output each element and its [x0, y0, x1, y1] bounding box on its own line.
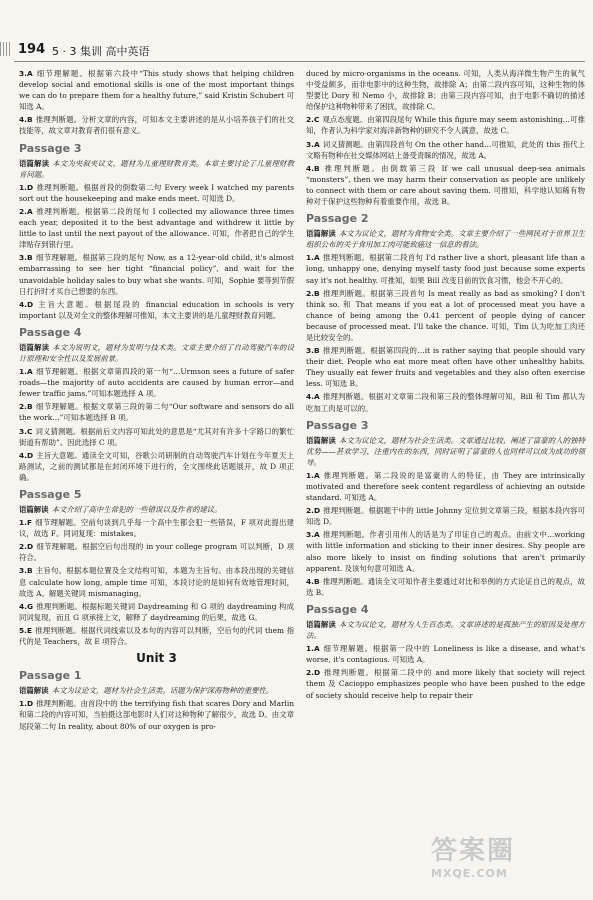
- left-column: [19, 68, 294, 734]
- discourse-analysis: [306, 619, 585, 641]
- question-number: 4.B: [19, 115, 33, 125]
- question-number: 3.B: [19, 566, 33, 576]
- explanation-text: 主旨大意题。通读全文可知，谷歌公司研制的自动驾驶汽车计划在今年夏天上路测试，之前的测试都是在封闭环境下进行的，全文围绕此话题展开，故 D 项正确。: [19, 450, 294, 482]
- page-number: 194: [18, 42, 46, 57]
- analysis-text: 本文为夹叙夹议文，题材为儿童理财教育类。本章主要讨论了儿童理财教育问题。: [19, 158, 294, 179]
- answer-explanation: [19, 401, 294, 423]
- question-number: 1.A: [306, 253, 320, 263]
- question-number: 4.A: [306, 392, 320, 402]
- explanation-text: 细节理解题。根据第六段中“This study shows that helping children develop social and emotional skills is one of the most important things we can do to prepare them for a healthy future,” said Kristin Schubert 可知选 A。: [19, 69, 294, 112]
- explanation-text: 主旨句。根据本题位置及全文结构可知，本题为主旨句。由本段出现的关键信息 calculate how long, ample time 可知，本段讨论的是如何有效地管理时间，故选 A。解题关键词 mismanaging。: [19, 566, 294, 598]
- question-number: 2.D: [306, 506, 321, 516]
- explanation-text: 推理判断题。根据首段的倒数第二句 Every week I watched my parents sort out the housekeeping and make ends meet. 可知选 D。: [19, 182, 294, 203]
- question-number: 3.A: [306, 530, 320, 540]
- question-number: 2.C: [306, 115, 320, 125]
- page-header: [0, 0, 593, 58]
- question-number: 4.D: [19, 299, 34, 309]
- analysis-tag: 语篇解读: [19, 505, 49, 514]
- answer-explanation: [306, 529, 585, 573]
- explanation-text: 细节理解题。根据文章第三段的第二句“Our software and sensors do all the work…”可知本题选择 B 项。: [19, 402, 294, 423]
- answer-explanation: [19, 625, 294, 647]
- explanation-text: 词义猜测题。根据前后文内容可知此处的意思是“尤其对有许多十字路口的繁忙街道有帮助”。因此选择 C 项。: [19, 426, 294, 447]
- analysis-text: 本文为说明文，题材为发明与技术类。文章主要介绍了自动驾驶汽车的设计原理和安全性以及发展前景。: [19, 342, 294, 363]
- explanation-text: 推理判断题。根据第二段首句 I'd rather live a short, pleasant life than a long, unhappy one, denying myself tasty food just because some experts say it's not healthy. 可推知，如果 Bill 改变目前的饮食习惯，他会不开心的。: [306, 253, 585, 285]
- explanation-text: 主旨大意题。根据尾段的 financial education in schools is very important 以及对全文的整体理解可推知，本文主要讲的是儿童理财教育问题。: [19, 299, 294, 320]
- discourse-analysis: [19, 158, 294, 180]
- explanation-text: 推理判断题。由首段中的 the terrifying fish that scares Dory and Marlin 和第二段的内容可知，当拍摄这部电影时人们对这种物种了解很少，故选 D。由文章尾段第二句 In reality, about 80% of our oxygen is pro-: [19, 699, 294, 731]
- answer-explanation: [306, 643, 585, 665]
- question-number: 3.B: [306, 346, 320, 356]
- question-number: 1.D: [19, 699, 34, 709]
- answer-explanation: [306, 470, 585, 503]
- analysis-tag: 语篇解读: [306, 619, 336, 629]
- explanation-text: 推理判断题。第二段说的是富豪的人的特征，由 They are intrinsically motivated and therefore seek content regardless of achieving an outside standard. 可知选 A。: [306, 470, 585, 503]
- header-rule: [14, 61, 585, 62]
- explanation-text: 推理判断题。分析文章的内容，可知本文主要讲述的是从小培养孩子们的社交技能等，故文章对教育者们很有意义。: [19, 115, 294, 136]
- analysis-text: 本文为议论文，题材为人生百态类。文章讲述的是孤独产生的原因及处理方法。: [306, 619, 585, 641]
- unit-heading: Unit 3: [136, 651, 177, 666]
- discourse-analysis: [19, 504, 294, 515]
- question-number: 1.F: [19, 518, 32, 528]
- discourse-analysis: [306, 228, 585, 250]
- explanation-text: 推理判断题。根据第二段的尾句 I collected my allowance three times each year, deposited it to the best advantage and withdrew it little by little to last until the next payout of the allowance. 可知，作者把自己的学生津贴存到银行里。: [19, 206, 294, 250]
- answer-explanation: [306, 163, 585, 207]
- answer-explanation: [19, 565, 294, 598]
- explanation-text: 细节理解题。根据文章第四段的第一句“…Urmson sees a future of safer roads—the majority of auto accidents are caused by human error—and fewer traffic jams.”可知本题选择 A 项。: [19, 367, 294, 399]
- question-number: 3.A: [306, 139, 320, 149]
- question-number: 4.B: [306, 163, 320, 173]
- explanation-text: 推理判断题。通读全文可知作者主要通过对比和举例的方式论证自己的观点，故选 B。: [306, 576, 585, 597]
- question-number: 1.A: [306, 644, 320, 654]
- answer-explanation: [19, 450, 294, 483]
- explanation-text: 推理判断题。根据第二段中的 and more likely that society will reject them 及 Cacioppo emphasizes people who have been pushed to the edge of society should receive help to repair their: [306, 668, 585, 700]
- header-decoration: [0, 42, 10, 56]
- passage-heading: Passage 3: [306, 418, 369, 432]
- explanation-text: 推理判断题。根据第三段首句 Is meat really as bad as smoking? I don't think so. 和 That means if you eat a lot of processed meat you have a chance of being among the 0.41 percent of people dying of cancer because of processed meat. I'll take the chance. 可知，Tim 认为吃加工肉还是比较安全的。: [306, 288, 585, 342]
- answer-explanation: [306, 505, 585, 527]
- discourse-analysis: [19, 342, 294, 364]
- explanation-text: duced by micro-organisms in the oceans. 可知，人类从海洋微生物产生的氧气中受益颇多，而非电影中的这种生物，故排除 A；由第二段内容可知，这种生物的体型要比 Dory 和 Nemo 小，故排除 B；由第三段内容可知，由于电影不确切的描述给保护这种物种带来了困扰，故排除 C。: [306, 69, 585, 112]
- question-number: 2.B: [306, 288, 320, 298]
- analysis-tag: 语篇解读: [19, 158, 50, 168]
- watermark-logo-text: 答案圈: [431, 836, 516, 866]
- question-number: 1.A: [306, 470, 320, 480]
- explanation-text: 推理判断题。根据题干中的 little Johnny 定位到文章第三段，根据本段内容可知选 D。: [306, 506, 585, 527]
- question-number: 2.B: [19, 402, 33, 412]
- passage-heading: Passage 5: [19, 488, 82, 501]
- answer-explanation: [306, 114, 585, 136]
- answer-explanation: [306, 667, 585, 700]
- explanation-text: 细节理解题。根据第一段中的 Loneliness is like a disease, and what's worse, it's contagious. 可知选 A。: [306, 644, 585, 665]
- watermark-url: MXQE.COM: [431, 867, 508, 880]
- answer-explanation: [306, 252, 585, 285]
- watermark-logo: [431, 830, 581, 888]
- question-number: 1.A: [19, 367, 33, 377]
- answer-explanation: [19, 299, 294, 321]
- right-column: [306, 68, 585, 703]
- question-number: 2.D: [306, 668, 321, 678]
- question-number: 2.D: [19, 542, 34, 552]
- answer-explanation: [306, 391, 585, 413]
- book-title: 5 · 3 集训 高中英语: [52, 45, 150, 58]
- explanation-text: 推理判断题。根据代词线索以及本句的内容可以判断，空后句的代词 them 指代的是 Teachers，故 E 项符合。: [19, 625, 294, 647]
- discourse-analysis: [19, 685, 294, 696]
- question-number: 3.A: [19, 69, 33, 78]
- question-number: 4.G: [19, 601, 34, 611]
- analysis-text: 本文为议论文，题材为社会生活类。话题为保护深海物种的重要性。: [51, 686, 274, 696]
- passage-heading: Passage 2: [306, 212, 369, 226]
- question-number: 1.D: [19, 182, 34, 192]
- answer-explanation: [19, 182, 294, 204]
- explanation-text: 推理判断题。作者引用伟人的话是为了印证自己的观点。由前文中…working with little information and sticking to their inner desires. Shy people are also more likely to insist on finding solutions that aren't primarily apparent. 及该句句意可知选 A。: [306, 530, 585, 573]
- question-number: 4.B: [306, 576, 320, 586]
- answer-explanation: [19, 541, 294, 563]
- explanation-text: 词义猜测题。由第四段首句 On the other hand…可推知，此处的 this 指代上文略有物种在社交媒体网站上备受青睐的情况，故选 A。: [306, 139, 585, 160]
- explanation-text: 细节理解题。空前句谈到几乎每一个高中生都会犯一些错误，F 项对此提出建议，故选 F。同词复现：mistakes。: [19, 518, 294, 539]
- answer-explanation: [19, 698, 294, 731]
- analysis-tag: 语篇解读: [19, 342, 50, 352]
- explanation-text: 细节理解题。根据空后句出现的 in your college program 可以判断，D 项符合。: [19, 542, 294, 563]
- answer-explanation: [19, 114, 294, 136]
- answer-explanation: [306, 345, 585, 389]
- question-number: 4.D: [19, 450, 34, 460]
- explanation-text: 推理判断题。由倒数第三段 If we call unusual deep-sea animals “monsters”, then we may harm their conservation as people are unlikely to connect with them or care about saving them. 可推知，科学地认知稀有物种对于保护这些物种有着重要作用，故选 B。: [306, 163, 585, 207]
- explanation-text: 细节理解题。根据第三段的尾句 Now, as a 12-year-old child, it's almost embarrassing to see her tight “financial policy”, and wait for the unavoidable holiday sales to buy what she wants. 可知，Sophie 要等到节假日打折时才买自己想要的东西。: [19, 253, 294, 296]
- explanation-text: 推理判断题。根据标题关键词 Daydreaming 和 G 项的 daydreaming 构成同词复现，而且 G 项承接上文，解释了 daydreaming 的后果，故选 G。: [19, 601, 294, 622]
- answer-explanation: [19, 252, 294, 296]
- passage-heading: Passage 3: [19, 141, 82, 155]
- explanation-text: 推理判断题。根据对文章第二段和第三段的整体理解可知，Bill 和 Tim 都认为吃加工肉是可以的。: [306, 392, 585, 413]
- passage-heading: Passage 4: [19, 325, 82, 339]
- analysis-text: 本文介绍了高中生常犯的一些错误以及作者的建议。: [51, 505, 222, 514]
- analysis-tag: 语篇解读: [306, 229, 336, 239]
- answer-explanation: [19, 601, 294, 623]
- answer-explanation: [19, 426, 294, 448]
- question-number: 2.A: [19, 206, 33, 216]
- explanation-text: 观点态度题。由第四段尾句 While this figure may seem astonishing…可推知，作者认为科学家对海洋新物种的研究不令人满意，故选 C。: [306, 115, 585, 136]
- answer-explanation: [19, 68, 294, 112]
- answer-explanation: [306, 139, 585, 161]
- analysis-tag: 语篇解读: [306, 435, 336, 445]
- answer-explanation: [19, 206, 294, 250]
- analysis-tag: 语篇解读: [19, 686, 49, 696]
- discourse-analysis: [306, 435, 585, 468]
- answer-explanation: [19, 366, 294, 399]
- answer-explanation: [19, 517, 294, 539]
- answer-explanation: [306, 576, 585, 598]
- question-number: 3.C: [19, 426, 33, 436]
- question-number: 5.E: [19, 625, 32, 635]
- analysis-text: 本文为议论文，题材为食物安全类。文章主要介绍了一些网民对于世界卫生组织公布的关于食用加工肉可能致癌这一信息的看法。: [306, 229, 585, 250]
- answer-explanation: [306, 288, 585, 343]
- passage-heading: Passage 1: [19, 669, 82, 683]
- answer-explanation: [306, 68, 585, 112]
- passage-heading: Passage 4: [306, 602, 369, 616]
- question-number: 3.B: [19, 253, 33, 263]
- analysis-text: 本文为议论文，题材为社会生活类。文章通过比较，阐述了富豪的人的独特优势——甚欢学习、注重内在的东西，同时证明了富豪的人也同样可以成为成功的领导。: [306, 435, 585, 467]
- explanation-text: 推理判断题。根据第四段的…it is rather saying that people should vary their diet. People who eat more meat often have other unhealthy habits. They usually eat fewer fruits and vegetables and they also often exercise less. 可知选 B。: [306, 346, 585, 389]
